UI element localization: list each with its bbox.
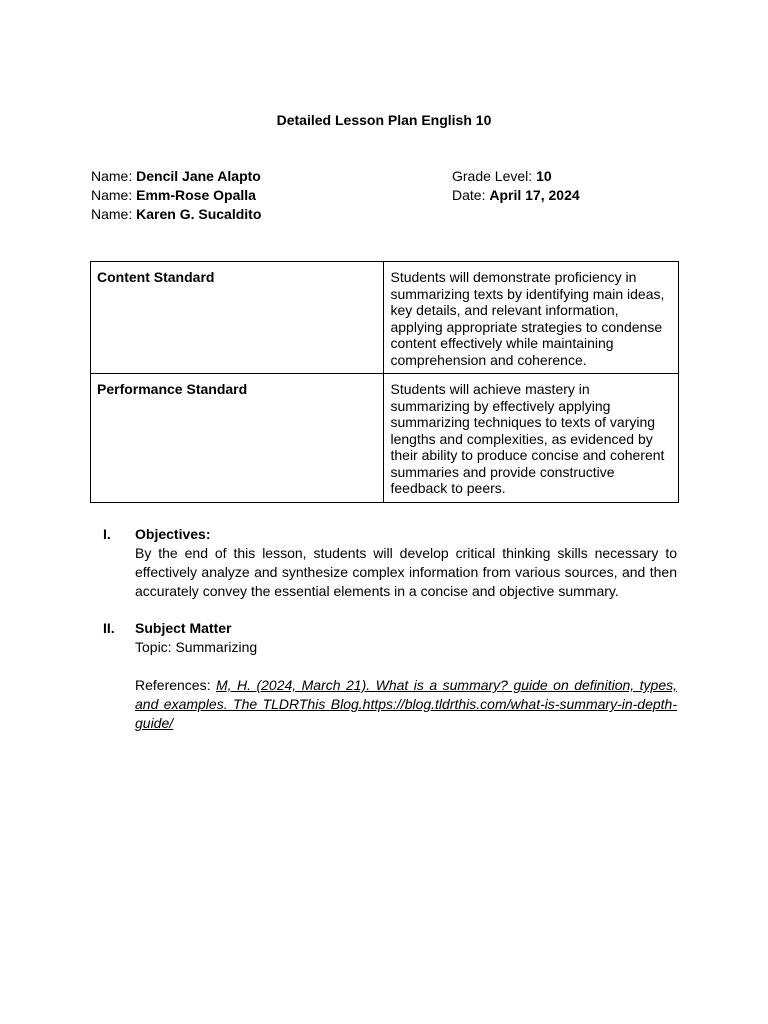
references-label: References: bbox=[135, 677, 216, 693]
section-body bbox=[135, 619, 677, 733]
table-row bbox=[91, 262, 679, 374]
name-label: Name: bbox=[91, 206, 137, 222]
section-heading: Objectives: bbox=[135, 526, 211, 542]
section-number: II. bbox=[103, 620, 115, 636]
lesson-meta bbox=[452, 167, 580, 205]
author-name: Emm-Rose Opalla bbox=[136, 187, 256, 203]
standards-table bbox=[90, 261, 679, 503]
standard-text: Students will demonstrate proficiency in summarizing texts by identifying main ideas, key details, and relevant information, applying appropriate strategies to condense content effectively while maintaining comprehension and coherence. bbox=[384, 262, 679, 374]
date-value: April 17, 2024 bbox=[489, 187, 580, 203]
grade-level-line bbox=[452, 167, 580, 186]
author-name: Dencil Jane Alapto bbox=[136, 168, 261, 184]
author-name: Karen G. Sucaldito bbox=[136, 206, 262, 222]
references-line bbox=[135, 676, 677, 733]
standard-label: Performance Standard bbox=[91, 374, 384, 503]
author-name-line bbox=[91, 167, 261, 186]
grade-level-value: 10 bbox=[536, 168, 552, 184]
objectives-text: By the end of this lesson, students will develop critical thinking skills necessary to effectively analyze and synthesize complex information from various sources, and then accurately convey the essential elements in a concise and objective summary. bbox=[135, 545, 677, 599]
standard-label: Content Standard bbox=[91, 262, 384, 374]
table-row bbox=[91, 374, 679, 503]
section-number: I. bbox=[103, 526, 111, 542]
author-names bbox=[91, 167, 261, 224]
topic-line: Topic: Summarizing bbox=[135, 639, 258, 655]
name-label: Name: bbox=[91, 168, 137, 184]
date-label: Date: bbox=[452, 187, 490, 203]
section-heading: Subject Matter bbox=[135, 620, 232, 636]
date-line bbox=[452, 186, 580, 205]
name-label: Name: bbox=[91, 187, 137, 203]
author-name-line bbox=[91, 186, 261, 205]
grade-level-label: Grade Level: bbox=[452, 168, 537, 184]
author-name-line bbox=[91, 205, 261, 224]
standard-text: Students will achieve mastery in summarizing by effectively applying summarizing techniques to texts of varying lengths and complexities, as evidenced by their ability to produce concise and coherent summaries and provide constructive feedback to peers. bbox=[384, 374, 679, 503]
section-body bbox=[135, 525, 677, 601]
reference-link[interactable]: M, H. (2024, March 21). What is a summary? guide on definition, types, and examples. The TLDRThis Blog.https://blog.tldrthis.com/what-is-summary-in-depth-guide/ bbox=[135, 677, 677, 731]
spacer bbox=[135, 657, 677, 676]
document-title: Detailed Lesson Plan English 10 bbox=[276, 112, 492, 128]
